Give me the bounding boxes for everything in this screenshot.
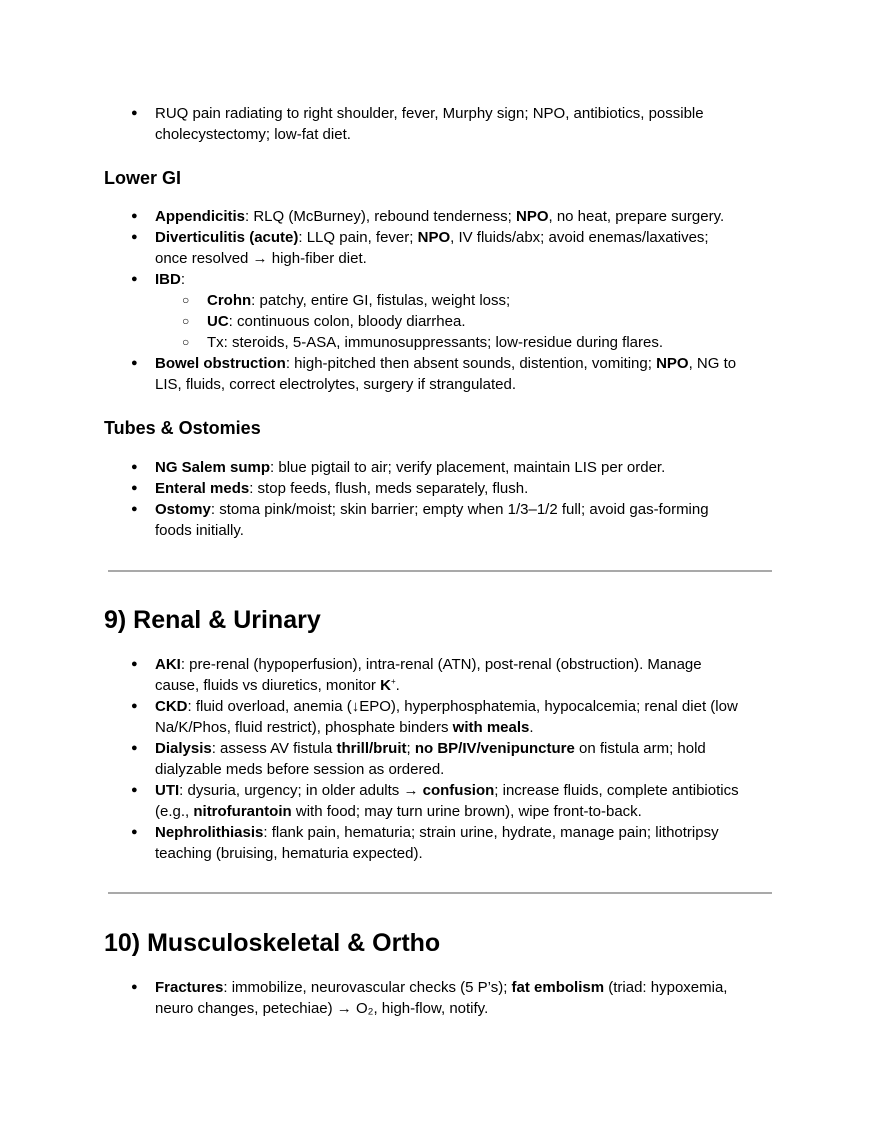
bullet-marker: ● (131, 503, 138, 515)
tubes-ostomies-heading: Tubes & Ostomies (104, 418, 261, 438)
fractures-line-2: neuro changes, petechiae) → O₂, high-flow, notify. (155, 1000, 489, 1017)
bullet-marker: ● (131, 210, 138, 222)
renal-section-heading: 9) Renal & Urinary (104, 606, 321, 634)
bowel-obstruction-item: Bowel obstruction: high-pitched then absent sounds, distention, vomiting; NPO, NG to (155, 355, 737, 372)
dialysis-line-2: dialyzable meds before session as ordered. (155, 761, 445, 778)
bullet-marker: ● (131, 658, 138, 670)
aki-line-2: cause, fluids vs diuretics, monitor K+. (155, 677, 400, 694)
bullet-marker: ● (131, 273, 138, 285)
bowel-obstruction-line-2: LIS, fluids, correct electrolytes, surgery if strangulated. (155, 376, 516, 393)
ostomy-item: Ostomy: stoma pink/moist; skin barrier; empty when 1/3–1/2 full; avoid gas-forming (155, 501, 709, 518)
ostomy-line-2: foods initially. (155, 522, 244, 539)
uti-item: UTI: dysuria, urgency; in older adults → confusion; increase fluids, complete antibiotics (155, 782, 739, 799)
ckd-line-2: Na/K/Phos, fluid restrict), phosphate binders with meals. (155, 719, 534, 736)
bullet-marker: ● (131, 784, 138, 796)
cholecystitis-line-2: cholecystectomy; low-fat diet. (155, 126, 351, 143)
bullet-marker: ● (131, 482, 138, 494)
sub-bullet-marker: ○ (182, 293, 190, 307)
crohn-item: Crohn: patchy, entire GI, fistulas, weight loss; (207, 292, 511, 309)
ng-salem-item: NG Salem sump: blue pigtail to air; verify placement, maintain LIS per order. (155, 459, 666, 476)
ibd-item: IBD: (155, 271, 186, 288)
uti-line-2: (e.g., nitrofurantoin with food; may turn urine brown), wipe front-to-back. (155, 803, 642, 820)
bullet-marker: ● (131, 826, 138, 838)
section-divider (108, 892, 772, 894)
section-divider (108, 570, 772, 572)
sub-bullet-marker: ○ (182, 335, 190, 349)
diverticulitis-line-2: once resolved → high-fiber diet. (155, 250, 367, 267)
bullet-marker: ● (131, 742, 138, 754)
uc-item: UC: continuous colon, bloody diarrhea. (207, 313, 466, 330)
bullet-marker: ● (131, 231, 138, 243)
msk-section-heading: 10) Musculoskeletal & Ortho (104, 929, 441, 957)
nephrolithiasis-line-2: teaching (bruising, hematuria expected). (155, 845, 423, 862)
diverticulitis-item: Diverticulitis (acute): LLQ pain, fever; NPO, IV fluids/abx; avoid enemas/laxatives; (155, 229, 709, 246)
bullet-marker: ● (131, 700, 138, 712)
appendicitis-item: Appendicitis: RLQ (McBurney), rebound tenderness; NPO, no heat, prepare surgery. (155, 208, 725, 225)
fractures-item: Fractures: immobilize, neurovascular checks (5 P’s); fat embolism (triad: hypoxemia, (155, 979, 728, 996)
aki-item: AKI: pre-renal (hypoperfusion), intra-renal (ATN), post-renal (obstruction). Manage (155, 656, 702, 673)
bullet-marker: ● (131, 461, 138, 473)
bullet-marker: ● (131, 357, 138, 369)
lower-gi-heading: Lower GI (104, 168, 182, 188)
ibd-tx-item: Tx: steroids, 5-ASA, immunosuppressants; low-residue during flares. (207, 334, 664, 351)
nephrolithiasis-item: Nephrolithiasis: flank pain, hematuria; strain urine, hydrate, manage pain; lithotripsy (155, 824, 719, 841)
sub-bullet-marker: ○ (182, 314, 190, 328)
bullet-marker: ● (131, 981, 138, 993)
enteral-meds-item: Enteral meds: stop feeds, flush, meds separately, flush. (155, 480, 529, 497)
bullet-marker: ● (131, 107, 138, 119)
ckd-item: CKD: fluid overload, anemia (↓EPO), hyperphosphatemia, hypocalcemia; renal diet (low (155, 698, 738, 715)
dialysis-item: Dialysis: assess AV fistula thrill/bruit; no BP/IV/venipuncture on fistula arm; hold (155, 740, 706, 757)
cholecystitis-line-1: RUQ pain radiating to right shoulder, fever, Murphy sign; NPO, antibiotics, possible (155, 105, 704, 122)
